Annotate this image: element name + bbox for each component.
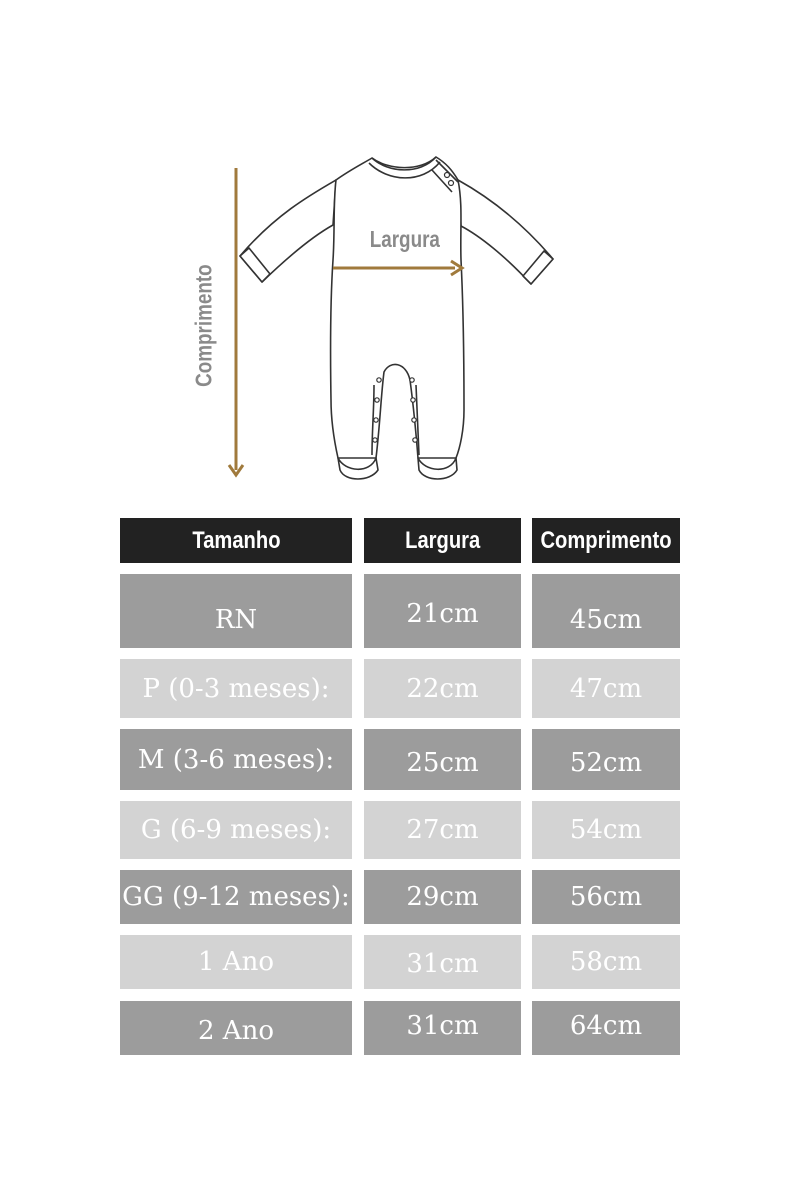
header-length: Comprimento — [532, 518, 680, 563]
row-width: 21cm — [364, 574, 521, 648]
row-width: 22cm — [364, 659, 521, 718]
row-width: 27cm — [364, 801, 521, 859]
header-width: Largura — [364, 518, 521, 563]
row-width: 29cm — [364, 870, 521, 924]
row-size: 2 Ano — [120, 1001, 352, 1055]
garment-diagram — [0, 0, 800, 510]
row-width: 31cm — [364, 935, 521, 989]
row-width: 31cm — [364, 1001, 521, 1055]
row-length: 47cm — [532, 659, 680, 718]
header-size: Tamanho — [120, 518, 352, 563]
width-label: Largura — [369, 226, 440, 252]
row-width: 25cm — [364, 729, 521, 790]
row-length: 64cm — [532, 1001, 680, 1055]
romper-outline — [240, 157, 553, 479]
row-length: 52cm — [532, 729, 680, 790]
length-arrow — [229, 168, 243, 475]
row-length: 58cm — [532, 935, 680, 989]
row-length: 54cm — [532, 801, 680, 859]
row-size: M (3-6 meses): — [120, 729, 352, 790]
row-size: P (0-3 meses): — [120, 659, 352, 718]
row-size: G (6-9 meses): — [120, 801, 352, 859]
row-size: RN — [120, 574, 352, 648]
romper-illustration — [0, 0, 800, 510]
row-size: GG (9-12 meses): — [120, 870, 352, 924]
row-length: 56cm — [532, 870, 680, 924]
length-label: Comprimento — [190, 264, 217, 387]
row-size: 1 Ano — [120, 935, 352, 989]
row-length: 45cm — [532, 574, 680, 648]
